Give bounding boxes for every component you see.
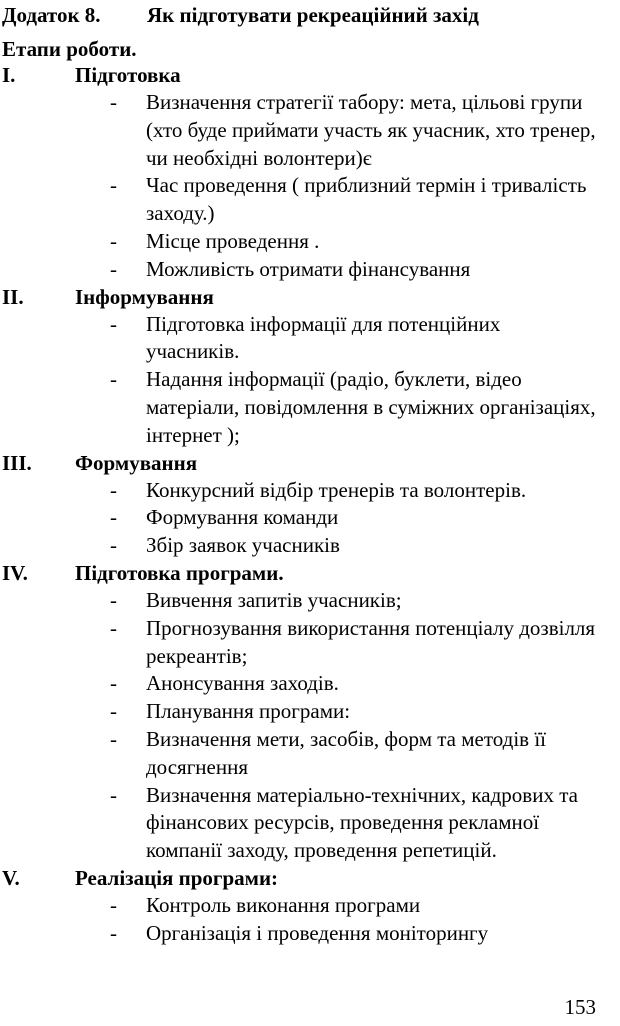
list-item <box>0 726 620 782</box>
list-item <box>0 587 620 615</box>
bullet-dash: - <box>110 256 117 281</box>
stages-heading: Етапи роботи. <box>2 37 137 61</box>
appendix-label: Додаток 8. <box>2 3 101 27</box>
page-number: 153 <box>564 995 596 1019</box>
list-item <box>0 920 620 948</box>
section-title: Реалізація програми: <box>75 865 279 890</box>
bullet-dash: - <box>110 533 117 558</box>
list-item <box>0 892 620 920</box>
list-item-text: Анонсування заходів. <box>146 671 339 696</box>
appendix-heading <box>2 1 479 29</box>
list-item-text: Місце проведення . <box>146 228 320 253</box>
section-number: III. <box>2 450 32 475</box>
list-item <box>0 532 620 560</box>
list-item-text: Організація і проведення моніторингу <box>146 920 489 945</box>
section-number: V. <box>2 865 20 890</box>
list-item <box>0 698 620 726</box>
list-item-text: Визначення стратегії табору: мета, цільові групи (хто буде приймати участь як учасник, хто тренер, чи необхідні волонтери)є <box>146 90 596 170</box>
section-title: Формування <box>75 450 198 475</box>
list-item-text: Час проведення ( приблизний термін і тривалість заходу.) <box>146 173 587 226</box>
list-item-text: Підготовка інформації для потенційних учасників. <box>146 311 501 364</box>
bullet-dash: - <box>110 367 117 392</box>
section-number: II. <box>2 284 24 309</box>
list-item-text: Можливість отримати фінансування <box>146 256 471 281</box>
sections-list <box>0 62 620 948</box>
appendix-title: Як підготувати рекреаційний захід <box>147 3 479 27</box>
bullet-dash: - <box>110 477 117 502</box>
section-number: I. <box>2 63 16 87</box>
list-item <box>0 366 620 449</box>
list-item-text: Конкурсний відбір тренерів та волонтерів. <box>146 477 527 502</box>
section-heading <box>0 284 620 311</box>
bullet-dash: - <box>110 671 117 696</box>
list-item <box>0 615 620 671</box>
section-heading <box>0 62 620 89</box>
list-item-text: Збір заявок учасників <box>146 533 340 558</box>
list-item-text: Визначення матеріально-технічних, кадрових та фінансових ресурсів, проведення рекламної компанії заходу, проведення репетицій. <box>146 782 578 863</box>
section-title: Підготовка <box>75 63 181 87</box>
bullet-dash: - <box>110 228 117 253</box>
bullet-dash: - <box>110 920 117 945</box>
section-heading <box>0 560 620 587</box>
bullet-dash: - <box>110 699 117 724</box>
bullet-dash: - <box>110 587 117 612</box>
bullet-dash: - <box>110 726 117 751</box>
bullet-dash: - <box>110 173 117 198</box>
list-item-text: Прогнозування використання потенціалу дозвілля рекреантів; <box>146 615 596 668</box>
list-item-text: Надання інформації (радіо, буклети, відео матеріали, повідомлення в суміжних організаціях, інтернет ); <box>146 367 596 447</box>
list-item <box>0 311 620 367</box>
list-item-text: Контроль виконання програми <box>146 892 421 917</box>
bullet-dash: - <box>110 505 117 530</box>
section-heading <box>0 865 620 892</box>
section-number: IV. <box>2 560 28 585</box>
list-item-text: Планування програми: <box>146 699 351 724</box>
list-item <box>0 89 620 172</box>
list-item-text: Формування команди <box>146 505 339 530</box>
bullet-dash: - <box>110 782 117 807</box>
section-heading <box>0 450 620 477</box>
list-item-text: Визначення мети, засобів, форм та методів її досягнення <box>146 726 547 779</box>
list-item <box>0 172 620 228</box>
bullet-dash: - <box>110 615 117 640</box>
list-item <box>0 256 620 284</box>
list-item <box>0 228 620 256</box>
list-item-text: Вивчення запитів учасників; <box>146 587 402 612</box>
list-item <box>0 782 620 865</box>
list-item <box>0 504 620 532</box>
bullet-dash: - <box>110 90 117 114</box>
bullet-dash: - <box>110 311 117 336</box>
section-title: Інформування <box>75 284 214 309</box>
list-item <box>0 477 620 505</box>
bullet-dash: - <box>110 892 117 917</box>
list-item <box>0 670 620 698</box>
section-title: Підготовка програми. <box>75 560 284 585</box>
